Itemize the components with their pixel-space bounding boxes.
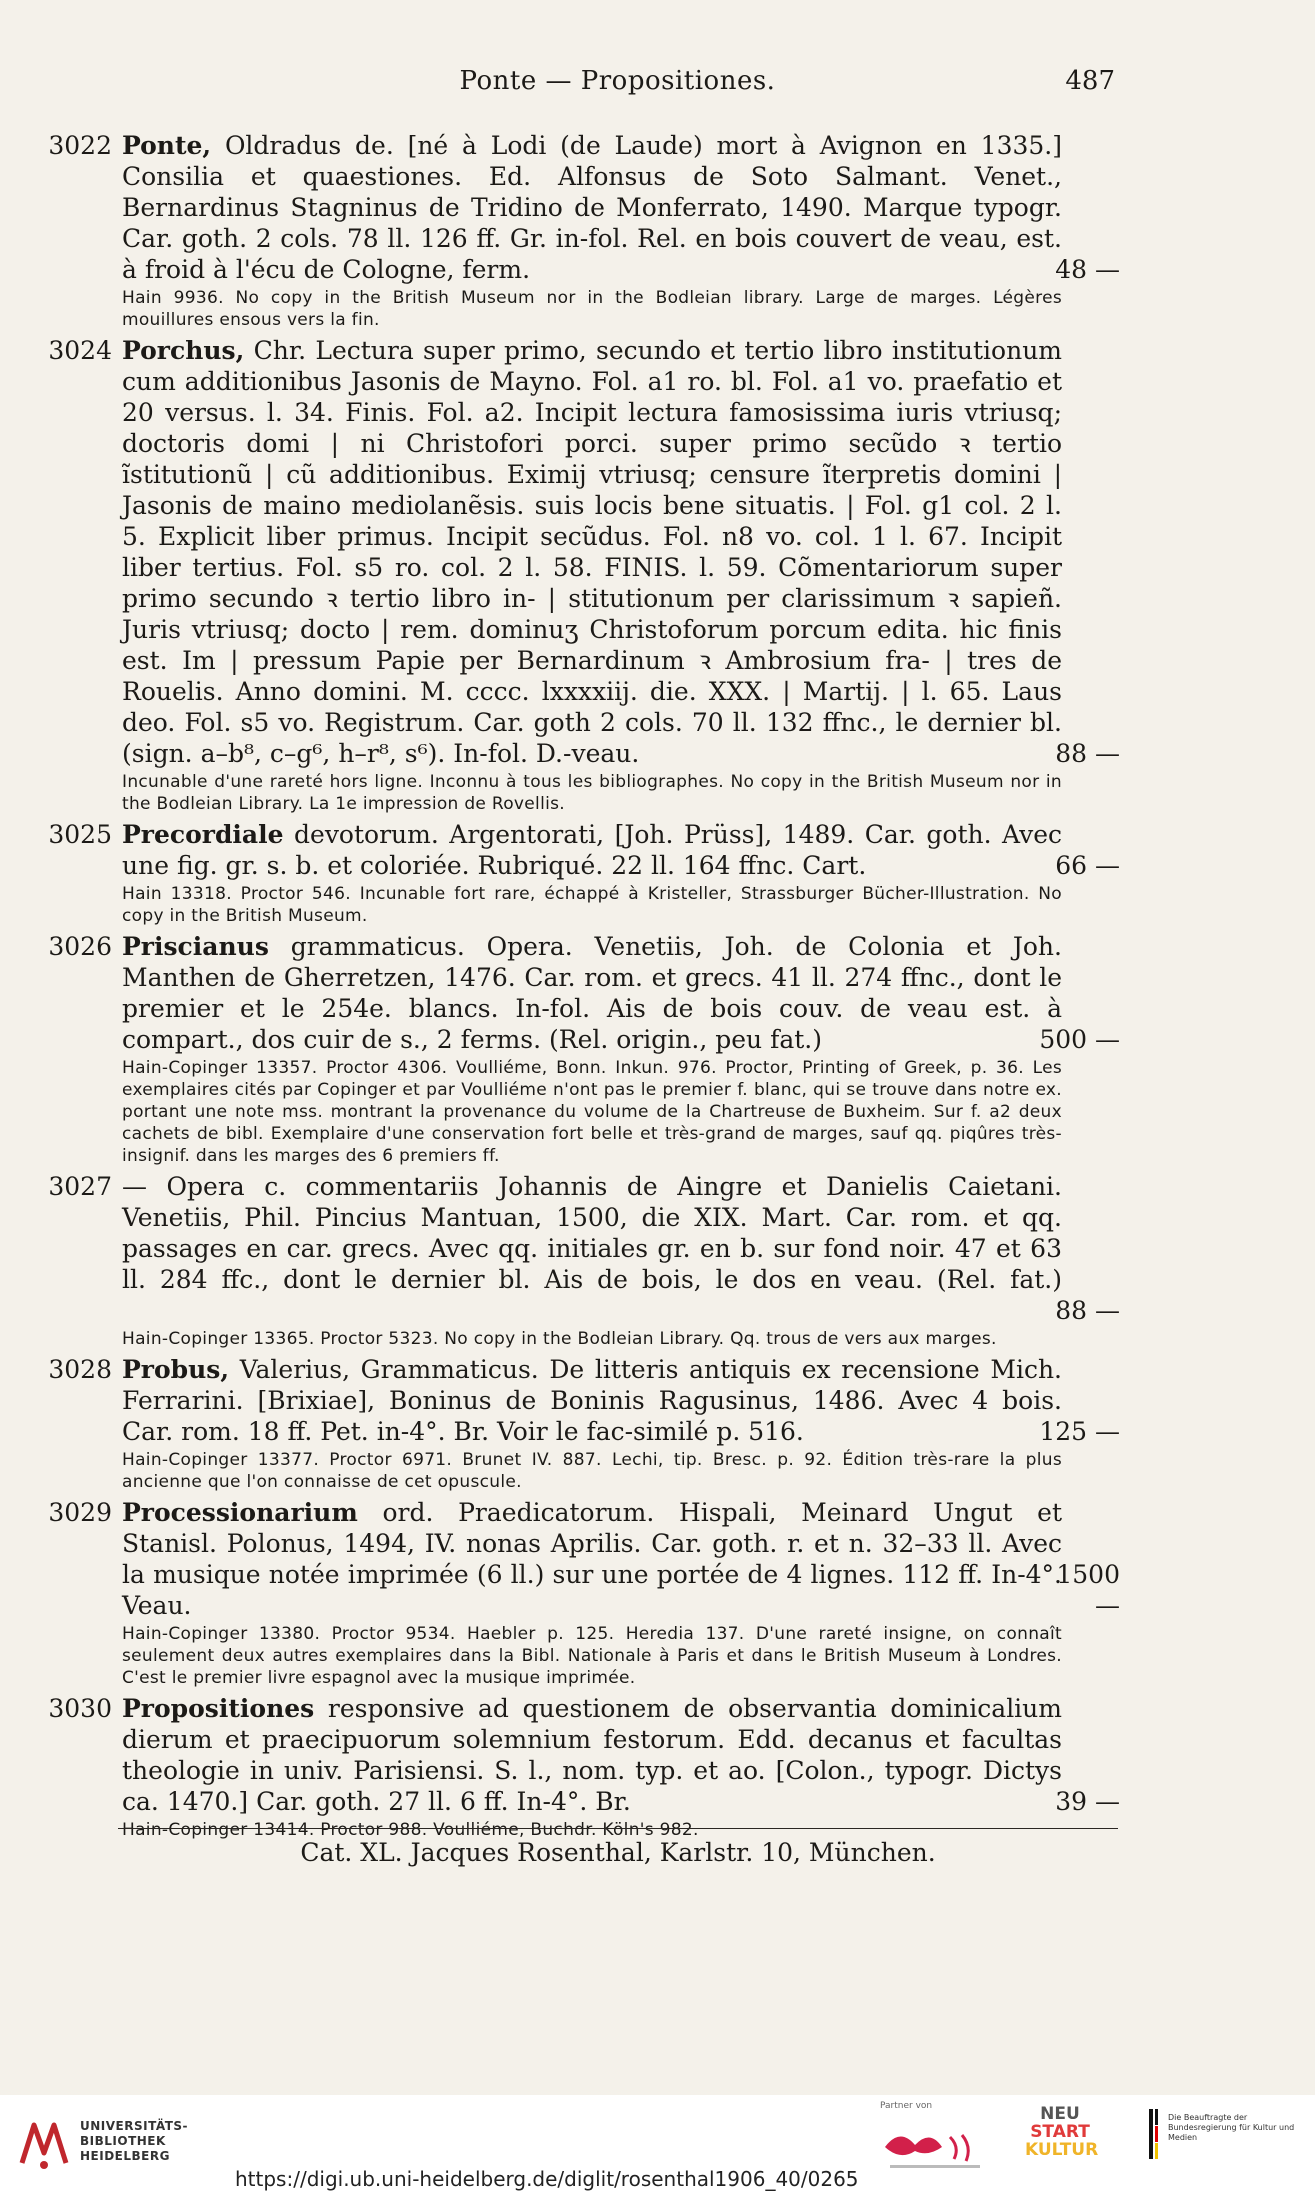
entry-bibliographic-note: Hain-Copinger 13414. Proctor 988. Voulliéme, Buchdr. Köln's 982. [122, 1820, 699, 1840]
entry-bibliographic-note: Hain 9936. No copy in the British Museum nor in the Bodleian library. Large de marges. Légères mouillures ensous vers la fin. [122, 288, 1062, 330]
catalog-entry [40, 819, 1120, 881]
entry-description [122, 819, 1062, 881]
running-title: Ponte — Propositiones. [459, 66, 776, 96]
entry-number: 3026 [48, 932, 112, 961]
entry-number: 3028 [48, 1355, 112, 1384]
entry-description [122, 335, 1062, 769]
entry-heading: Probus, [122, 1355, 230, 1384]
partner-label: Partner von [880, 2101, 933, 2111]
partner-logo-icon[interactable] [880, 2117, 990, 2177]
entry-price: 1500 — [1056, 1560, 1120, 1620]
entry-heading: Propositiones [122, 1694, 315, 1723]
entry-text: Chr. Lectura super primo, secundo et tertio libro institutionum cum additionibus Jasonis de Mayno. Fol. a1 ro. bl. Fol. a1 vo. praefatio et 20 versus. l. 34. Finis. Fol. a2. Incipit lectura famosissima iuris vtriusq; doctoris domi | ni Christofori porci. super primo secũdo ꝛ tertio ĩstitutionũ | cũ additionibus. Eximij vtriusq; censure ĩterpretis domini | Jasonis de maino mediolanẽsis. suis locis bene situatis. | Fol. g1 col. 2 l. 5. Explicit liber primus. Incipit secũdus. Fol. n8 vo. col. 1 l. 67. Incipit liber tertius. Fol. s5 ro. col. 2 l. 58. FINIS. l. 59. Cõmentariorum super primo secundo ꝛ tertio libro in- | stitutionum per clarissimum ꝛ sapieñ. Juris vtriusq; docto | rem. dominuʒ Christoforum porcum edita. hic finis est. Im | pressum Papie per Bernardinum ꝛ Ambrosium fra- | tres de Rouelis. Anno domini. M. cccc. lxxxxiij. die. XXX. | Martij. | l. 65. Laus deo. Fol. s5 vo. Registrum. Car. goth 2 cols. 70 ll. 132 ffnc., le dernier bl. (sign. a–b⁸, c–g⁶, h–r⁸, s⁶). In-fol. D.-veau. [122, 336, 1062, 768]
entry-bibliographic-note: Hain-Copinger 13357. Proctor 4306. Voulliéme, Bonn. Inkun. 976. Proctor, Printing of Greek, p. 36. Les exemplaires cités par Copinger et par Voulliéme n'ont pas le premier f. blanc, qui se trouve dans notre ex. portant une note mss. montrant la provenance du volume de la Chartreuse de Buxheim. Sur f. a2 deux cachets de bibl. Exemplaire d'une conservation fort belle et très-grand de marges, sauf qq. piqûres très-insignif. dans les marges des 6 premiers ff. [122, 1058, 1062, 1166]
entry-heading: Priscianus [122, 932, 269, 961]
entry-price: 88 — [1055, 739, 1120, 768]
entry-price: 48 — [1055, 255, 1120, 284]
entry-text: — Opera c. commentariis Johannis de Aingre et Danielis Caietani. Venetiis, Phil. Pincius Mantuan, 1500, die XIX. Mart. Car. rom. et qq. passages en car. grecs. Avec qq. initiales gr. en b. sur fond noir. 47 et 63 ll. 284 ffc., dont le dernier bl. Ais de bois, le dos en veau. (Rel. fat.) [122, 1172, 1062, 1294]
page-number: 487 [1065, 66, 1115, 96]
entry-number: 3029 [48, 1498, 112, 1527]
entry-number: 3027 [48, 1172, 112, 1201]
entry-bibliographic-note: Hain 13318. Proctor 546. Incunable fort rare, échappé à Kristeller, Strassburger Bücher-Illustration. No copy in the British Museum. [122, 884, 1062, 926]
federal-eagle-icon[interactable] [1140, 2109, 1162, 2159]
catalog-entries [40, 130, 1120, 1845]
entry-text: Valerius, Grammaticus. De litteris antiquis ex recensione Mich. Ferrarini. [Brixiae], Boninus de Boninis Ragusinus, 1486. Avec 4 bois. Car. rom. 18 ff. Pet. in-4°. Br. Voir le fac-similé p. 516. [122, 1355, 1062, 1446]
library-name[interactable]: UNIVERSITÄTS- BIBLIOTHEK HEIDELBERG [80, 2119, 189, 2163]
entry-number: 3030 [48, 1694, 112, 1723]
entry-text: devotorum. Argentorati, [Joh. Prüss], 1489. Car. goth. Avec une fig. gr. s. b. et coloriée. Rubriqué. 22 ll. 164 ffnc. Cart. [122, 820, 1062, 880]
catalog-footer: Cat. XL. Jacques Rosenthal, Karlstr. 10, München. [300, 1838, 936, 1867]
page-url[interactable]: https://digi.ub.uni-heidelberg.de/diglit/rosenthal1906_40/0265 [235, 2167, 859, 2191]
entry-description [122, 1354, 1062, 1447]
entry-bibliographic-note: Hain-Copinger 13365. Proctor 5323. No copy in the Bodleian Library. Qq. trous de vers aux marges. [122, 1329, 997, 1349]
entry-bibliographic-note: Incunable d'une rareté hors ligne. Inconnu à tous les bibliographes. No copy in the British Museum nor in the Bodleian Library. La 1e impression de Rovellis. [122, 772, 1062, 814]
entry-description [122, 931, 1062, 1055]
entry-number: 3024 [48, 336, 112, 365]
entry-number: 3022 [48, 131, 112, 160]
catalog-entry [40, 931, 1120, 1055]
entry-bibliographic-note: Hain-Copinger 13377. Proctor 6971. Brunet IV. 887. Lechi, tip. Bresc. p. 92. Édition très-rare la plus ancienne que l'on connaisse de cet opuscule. [122, 1450, 1062, 1492]
entry-number: 3025 [48, 820, 112, 849]
catalog-entry [40, 1354, 1120, 1447]
entry-heading: Precordiale [122, 820, 284, 849]
entry-description [122, 130, 1062, 285]
entry-price: 500 — [1039, 1025, 1120, 1054]
entry-price: 125 — [1039, 1417, 1120, 1446]
entry-heading: Processionarium [122, 1498, 358, 1527]
entry-text: ord. Praedicatorum. Hispali, Meinard Ungut et Stanisl. Polonus, 1494, IV. nonas Aprilis. Car. goth. r. et n. 32–33 ll. Avec la musique notée imprimée (6 ll.) sur une portée de 4 lignes. 112 ff. In-4°. Veau. [122, 1498, 1062, 1620]
neustart-kultur-logo[interactable]: NEU START KULTUR [1025, 2104, 1099, 2160]
catalog-entry [40, 1497, 1120, 1621]
entry-text: Oldradus de. [né à Lodi (de Laude) mort à Avignon en 1335.] Consilia et quaestiones. Ed. Alfonsus de Soto Salmant. Venet., Bernardinus Stagninus de Tridino de Monferrato, 1490. Marque typogr. Car. goth. 2 cols. 78 ll. 126 ff. Gr. in-fol. Rel. en bois couvert de veau, est. à froid à l'écu de Cologne, ferm. [122, 131, 1062, 284]
university-seal-icon[interactable] [14, 2113, 74, 2173]
entry-price: 39 — [1055, 1787, 1120, 1816]
federal-commissioner-text: Die Beauftragte der Bundesregierung für Kultur und Medien [1168, 2113, 1295, 2142]
entry-heading: Porchus, [122, 336, 245, 365]
catalog-entry [40, 1171, 1120, 1326]
entry-price: 66 — [1055, 851, 1120, 880]
entry-heading: Ponte, [122, 131, 212, 160]
entry-price: 88 — [1055, 1296, 1120, 1325]
catalog-entry [40, 1693, 1120, 1817]
page-header [120, 66, 1115, 106]
footer-rule [118, 1828, 1118, 1829]
entry-text: grammaticus. Opera. Venetiis, Joh. de Colonia et Joh. Manthen de Gherretzen, 1476. Car. rom. et grecs. 41 ll. 274 ffnc., dont le premier et le 254e. blancs. In-fol. Ais de bois couv. de veau est. à compart., dos cuir de s., 2 ferms. (Rel. origin., peu fat.) [122, 932, 1062, 1054]
entry-description [122, 1497, 1062, 1621]
catalog-entry [40, 335, 1120, 769]
entry-description [122, 1171, 1062, 1326]
catalog-entry [40, 130, 1120, 285]
viewer-bottom-bar [0, 2095, 1315, 2194]
entry-text: responsive ad questionem de observantia dominicalium dierum et praecipuorum solemnium festorum. Edd. decanus et facultas theologie in univ. Parisiensi. S. l., nom. typ. et ao. [Colon., typogr. Dictys ca. 1470.] Car. goth. 27 ll. 6 ff. In-4°. Br. [122, 1694, 1062, 1816]
entry-bibliographic-note: Hain-Copinger 13380. Proctor 9534. Haebler p. 125. Heredia 137. D'une rareté insigne, on connaît seulement deux autres exemplaires dans la Bibl. Nationale à Paris et dans le British Museum à Londres. C'est le premier livre espagnol avec la musique imprimée. [122, 1624, 1062, 1688]
entry-description [122, 1693, 1062, 1817]
